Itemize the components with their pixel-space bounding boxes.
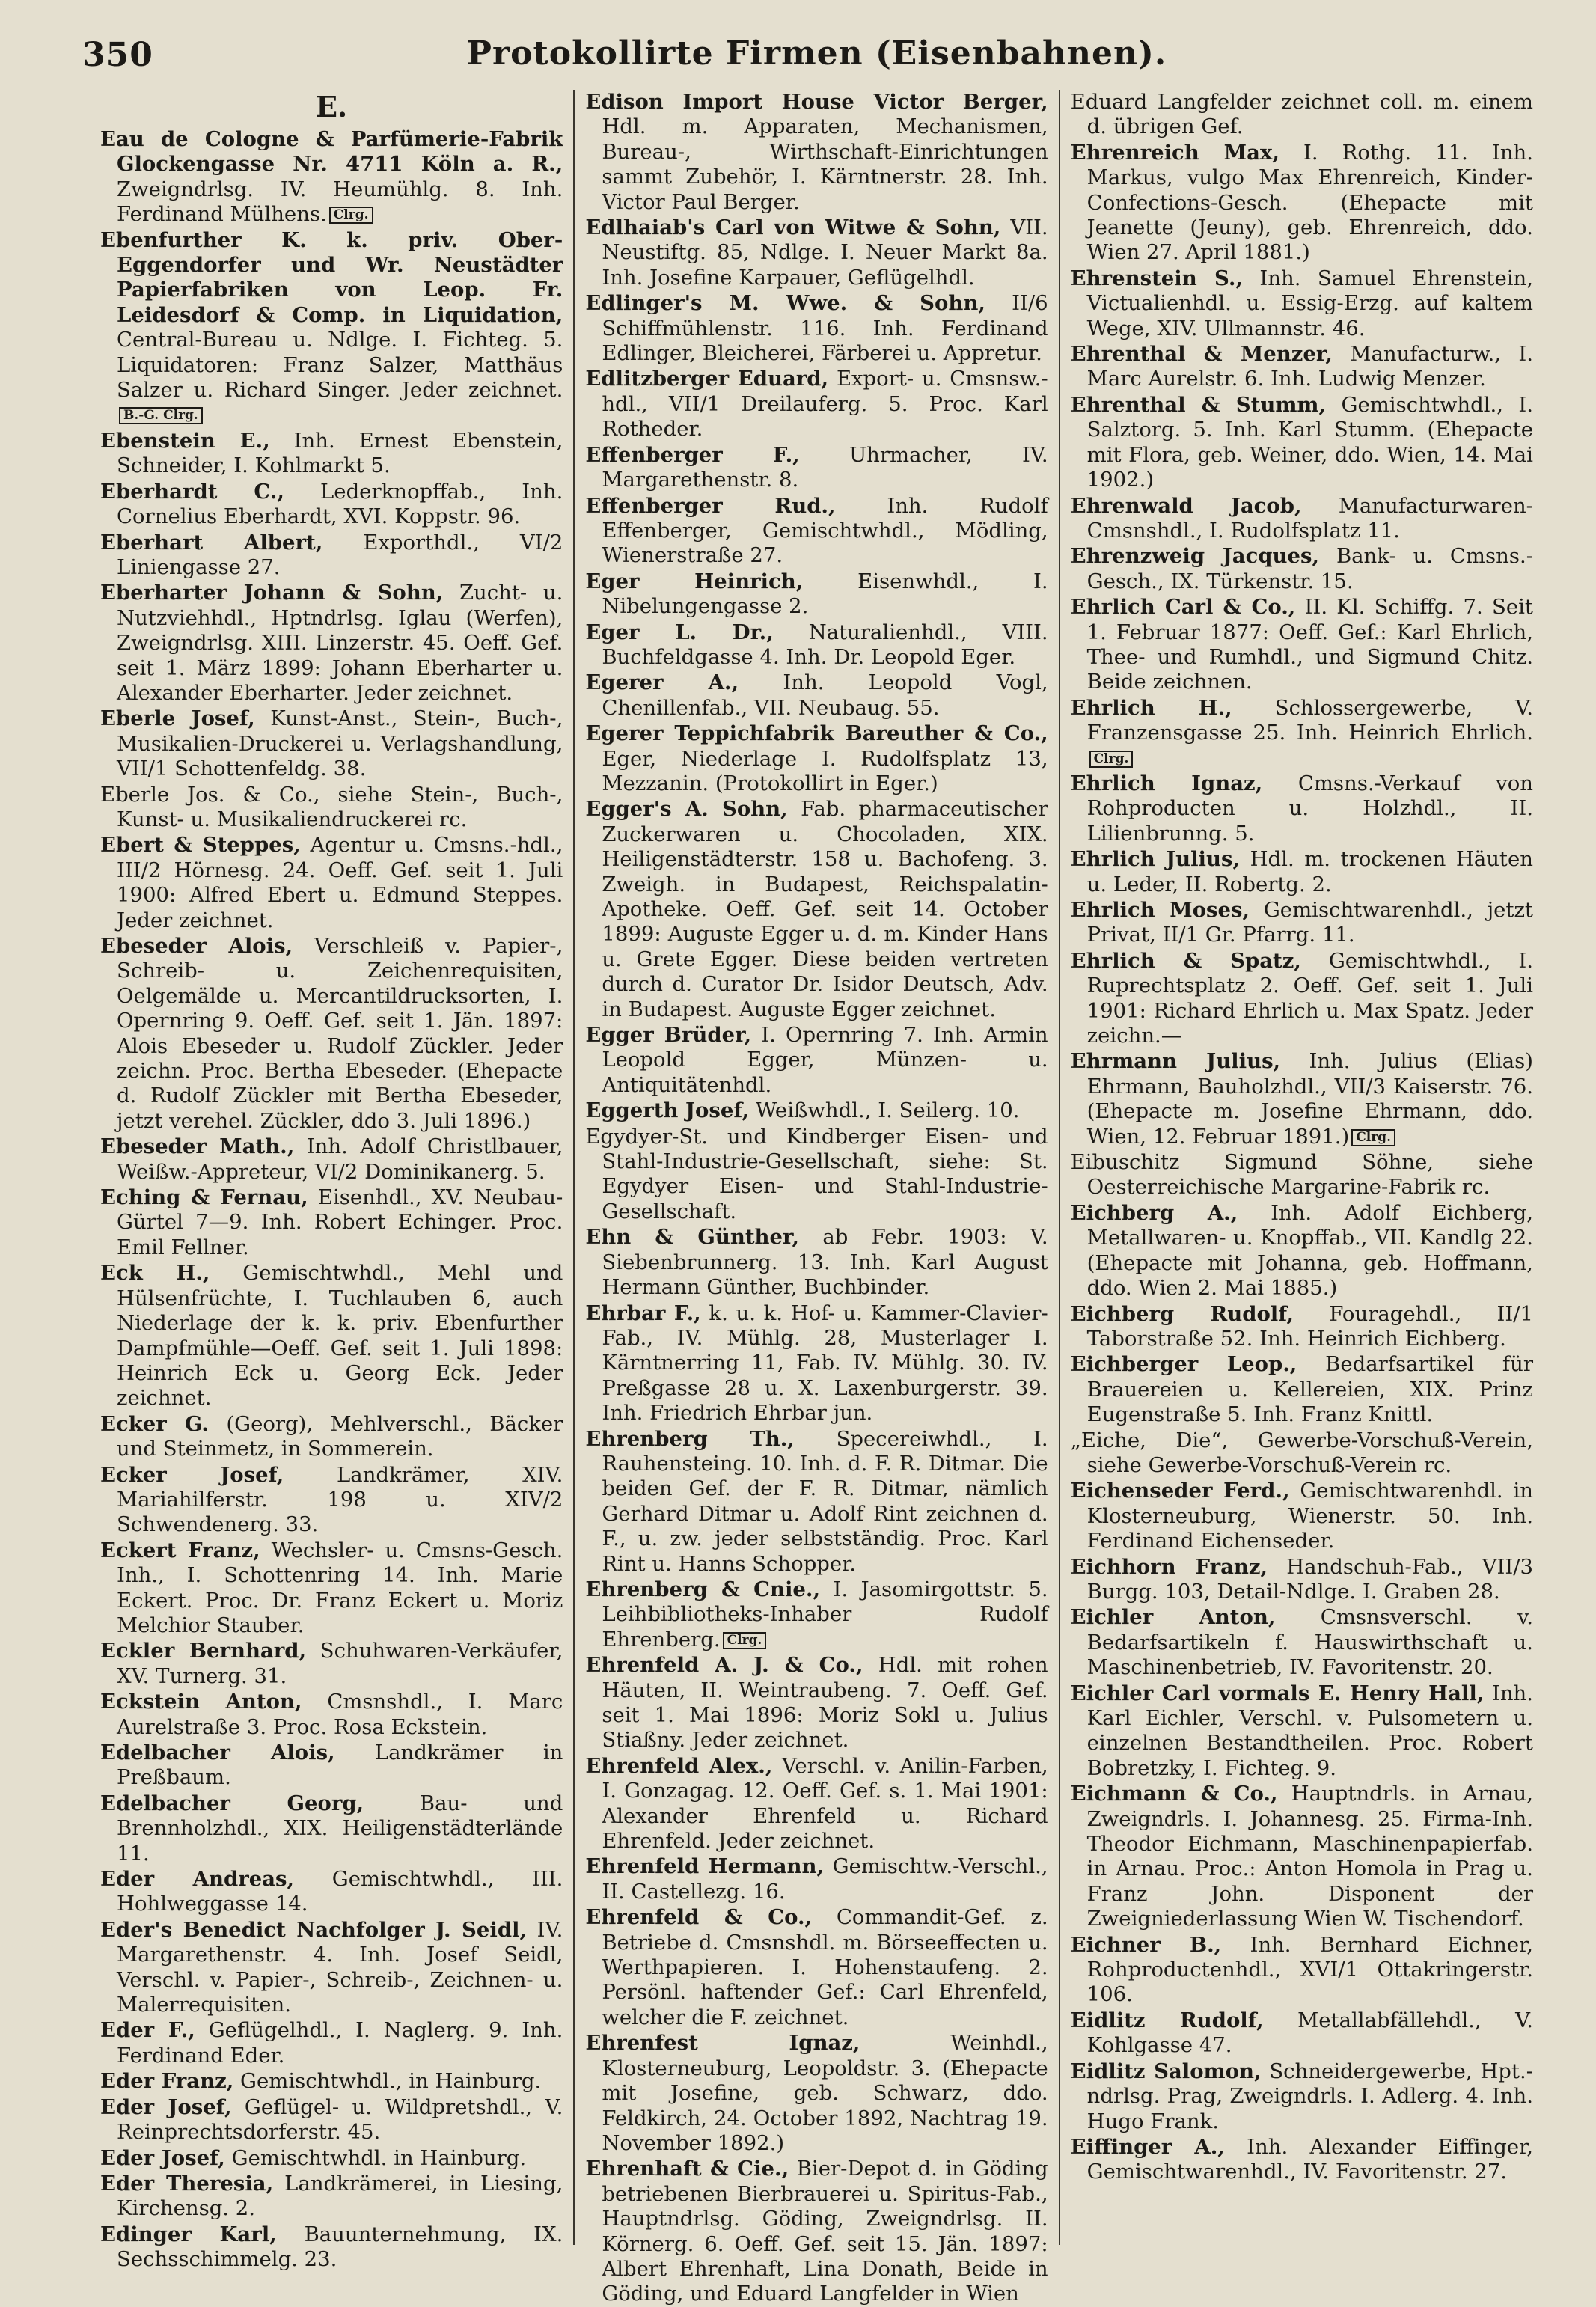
- firm-name: Eichberg Rudolf,: [1070, 1301, 1294, 1326]
- firm-details: Inh. Rudolf Effenberger, Gemischtwhdl., Mödling, Wienerstraße 27.: [602, 493, 1048, 568]
- directory-entry: [585, 1023, 1048, 1098]
- directory-entry: [585, 1653, 1048, 1753]
- firm-name: Eger L. Dr.,: [585, 620, 774, 644]
- firm-details: Naturalienhdl., VIII. Buchfeldgasse 4. Inh. Dr. Leopold Eger.: [602, 620, 1048, 669]
- firm-name: Ebeseder Math.,: [100, 1134, 295, 1159]
- firm-name: Egerer A.,: [585, 670, 739, 695]
- firm-details: Schuhwaren-Verkäufer, XV. Turnerg. 31.: [117, 1639, 563, 1688]
- directory-entry: [100, 1918, 563, 2018]
- directory-entry: [1071, 847, 1533, 897]
- firm-details: Wechsler- u. Cmsns-Gesch. Inh., I. Schottenring 14. Inh. Marie Eckert. Proc. Dr. Franz Eckert u. Moriz Melchior Stauber.: [117, 1538, 563, 1637]
- directory-entry: [1071, 949, 1533, 1049]
- directory-entry: [1071, 1479, 1533, 1553]
- firm-details: Inh. Ernest Ebenstein, Schneider, I. Kohlmarkt 5.: [117, 428, 563, 478]
- firm-name: Egger's A. Sohn,: [585, 797, 788, 822]
- directory-entry: [1071, 266, 1533, 341]
- firm-name: Effenberger Rud.,: [585, 493, 836, 518]
- directory-entry: [1071, 1150, 1533, 1200]
- firm-name: Edelbacher Georg,: [100, 1791, 364, 1815]
- firm-details: Schlossergewerbe, V. Franzensgasse 25. Inh. Heinrich Ehrlich.: [1086, 695, 1533, 745]
- directory-entry: [100, 228, 563, 428]
- firm-details: Weißwhdl., I. Seilerg. 10.: [755, 1099, 1020, 1123]
- directory-entry: [585, 90, 1048, 215]
- directory-entry: [100, 934, 563, 1134]
- firm-name: Eckler Bernhard,: [100, 1639, 307, 1663]
- clearing-badge: Clrg.: [329, 207, 373, 224]
- directory-entry: [1071, 1302, 1533, 1352]
- firm-details: Exporthdl., VI/2 Liniengasse 27.: [117, 530, 563, 579]
- firm-details: Inh. Adolf Eichberg, Metallwaren- u. Knopffab., VII. Kandlg 22. (Ehepacte mit Johanna, geb. Hoffmann, ddo. Wien 2. Mai 1885.): [1086, 1200, 1533, 1301]
- directory-entry: [100, 1867, 563, 1917]
- firm-name: Eder Josef,: [100, 2145, 225, 2170]
- firm-details: IV. Margarethenstr. 4. Inh. Josef Seidl, Verschl. v. Papier-, Schreib-, Zeichnen- u. Malerrequisiten.: [117, 1917, 563, 2017]
- directory-entry: [100, 2095, 563, 2145]
- firm-details: Gemischtwhdl., in Hainburg.: [240, 2069, 542, 2094]
- firm-details: Bedarfsartikel für Brauereien u. Kellereien, XIX. Prinz Eugenstraße 5. Inh. Franz Knittl.: [1086, 1352, 1533, 1427]
- firm-details: Lederknopffab., Inh. Cornelius Eberhardt, XVI. Koppstr. 96.: [117, 479, 563, 529]
- directory-entry: [585, 1225, 1048, 1300]
- firm-details: Fouragehdl., II/1 Taborstraße 52. Inh. Heinrich Eichberg.: [1086, 1301, 1533, 1351]
- firm-details: Inh. Adolf Christlbauer, Weißw.-Appreteur, VI/2 Dominikanerg. 5.: [117, 1134, 563, 1184]
- firm-details: Gemischtw.-Verschl., II. Castellezg. 16.: [602, 1854, 1048, 1904]
- directory-entry: [1071, 494, 1533, 544]
- clearing-badge: B.-G. Clrg.: [119, 407, 203, 424]
- directory-entry: [585, 1577, 1048, 1652]
- directory-entry: [1071, 595, 1533, 695]
- directory-entry: [100, 1463, 563, 1538]
- firm-details: Gemischtwhdl., III. Hohlweggasse 14.: [117, 1867, 563, 1916]
- firm-name: Edlinger's M. Wwe. & Sohn,: [585, 291, 985, 316]
- firm-details: Bier-Depot d. in Göding betriebenen Bierbrauerei u. Spiritus-Fab., Hauptndrlsg. Göding, Zweigndrlsg. II. Körnerg. 6. Oeff. Gef. seit 15. Jän. 1897: Albert Ehrenhaft, Lina Donath, Beide in Göding, und Eduard Langfelder in Wien: [602, 2157, 1048, 2306]
- firm-name: Ecker G.: [100, 1411, 210, 1436]
- firm-details: Inh. Bernhard Eichner, Rohproductenhdl., XVI/1 Ottakringerstr. 106.: [1086, 1932, 1533, 2007]
- firm-details: Cmsnshdl., I. Marc Aurelstraße 3. Proc. Rosa Eckstein.: [117, 1690, 563, 1739]
- firm-details: Inh. Leopold Vogl, Chenillenfab., VII. Neubaug. 55.: [602, 670, 1048, 720]
- firm-name: Ebert & Steppes,: [100, 833, 301, 858]
- directory-entry: [100, 531, 563, 581]
- firm-details: Zucht- u. Nutzviehhdl., Hptndrlsg. Iglau (Werfen), Zweigndrlsg. XIII. Linzerstr. 45. Oeff. Gef. seit 1. März 1899: Johann Eberharter u. Alexander Eberharter. Jeder zeichnet.: [117, 581, 563, 705]
- firm-details: Geflügel- u. Wildpretshdl., V. Reinprechtsdorferstr. 45.: [117, 2094, 563, 2145]
- firm-name: Ebeseder Alois,: [100, 934, 293, 958]
- directory-entry: [100, 2018, 563, 2068]
- firm-details: Manufacturw., I. Marc Aurelstr. 6. Inh. Ludwig Menzer.: [1086, 342, 1533, 391]
- firm-details: Cmsns.-Verkauf von Rohproducten u. Holzhdl., II. Lilienbrunng. 5.: [1086, 771, 1533, 846]
- directory-entry: [1071, 393, 1533, 493]
- firm-name: Ehrlich Ignaz,: [1070, 771, 1263, 795]
- firm-name: Egger Brüder,: [585, 1023, 752, 1048]
- directory-entry: [100, 1538, 563, 1639]
- firm-details: Export- u. Cmsnsw.-hdl., VII/1 Dreilauferg. 5. Proc. Karl Rotheder.: [602, 367, 1048, 441]
- firm-name: Ehrenzweig Jacques,: [1070, 544, 1320, 569]
- firm-name: Eichberg A.,: [1070, 1200, 1238, 1225]
- firm-details: Commandit-Gef. z. Betriebe d. Cmsnshdl. m. Börseeffecten u. Werthpapieren. I. Hohenstaufeng. 2. Persönl. haftender Gef.: Carl Ehrenfeld, welcher die F. zeichnet.: [602, 1905, 1048, 2029]
- firm-name: Eberle Josef,: [100, 706, 255, 731]
- directory-entry: [100, 1261, 563, 1411]
- firm-name: Ehrenfeld & Co.,: [585, 1905, 813, 1930]
- firm-details: Fab. pharmaceutischer Zuckerwaren u. Chocoladen, XIX. Heiligenstädterstr. 158 u. Bachofeng. 3. Zweigh. in Budapest, Reichspalatin-Apotheke. Oeff. Gef. seit 14. October 1899: Auguste Egger u. d. m. Kinder Hans u. Grete Egger. Diese beiden vertreten durch d. Curator Dr. Isidor Deutsch, Adv. in Budapest. Auguste Egger zeichnet.: [602, 797, 1048, 1021]
- firm-details: Uhrmacher, IV. Margarethenstr. 8.: [602, 442, 1048, 492]
- directory-entry: [585, 1125, 1048, 1225]
- firm-name: Ehrlich Julius,: [1070, 847, 1241, 872]
- firm-name: Edlhaiab's Carl von Witwe & Sohn,: [585, 216, 1001, 240]
- directory-entry: [100, 2222, 563, 2273]
- directory-entry: [100, 480, 563, 530]
- directory-entry: [1071, 141, 1533, 266]
- firm-details: Metallabfällehdl., V. Kohlgasse 47.: [1086, 2008, 1533, 2058]
- firm-details: Inh. Julius (Elias) Ehrmann, Bauholzhdl., VII/3 Kaiserstr. 76. (Ehepacte m. Josefine Ehrmann, ddo. Wien, 12. Februar 1891.): [1086, 1049, 1533, 1149]
- directory-entry: [585, 670, 1048, 721]
- firm-name: Ehrenfeld A. J. & Co.,: [585, 1653, 863, 1678]
- directory-entry: [585, 620, 1048, 670]
- firm-details: Gemischtwhdl. in Hainburg.: [231, 2145, 527, 2170]
- firm-name: Ehrenberg Th.,: [585, 1426, 795, 1451]
- firm-name: Eichler Carl vormals E. Henry Hall,: [1070, 1681, 1485, 1705]
- directory-entry: [585, 2031, 1048, 2156]
- firm-name: Eberharter Johann & Sohn,: [100, 581, 444, 605]
- directory-entry: [585, 2157, 1048, 2306]
- directory-entry: [1071, 1049, 1533, 1149]
- directory-entry: [585, 797, 1048, 1022]
- directory-entry: [1071, 1605, 1533, 1680]
- directory-entry: [585, 494, 1048, 569]
- directory-entry: [585, 1754, 1048, 1854]
- directory-entry: [100, 1690, 563, 1740]
- firm-name: Eichenseder Ferd.,: [1070, 1479, 1290, 1503]
- directory-entry: [1071, 1933, 1533, 2008]
- firm-details: Eisenwhdl., I. Nibelungengasse 2.: [602, 569, 1048, 619]
- firm-name: Eder's Benedict Nachfolger J. Seidl,: [100, 1917, 528, 1942]
- firm-name: Ehrenreich Max,: [1070, 140, 1279, 165]
- firm-details: Inh. Alexander Eiffinger, Gemischtwarenhdl., IV. Favoritenstr. 27.: [1086, 2134, 1533, 2184]
- firm-name: Eck H.,: [100, 1261, 210, 1286]
- directory-entry: [1071, 1555, 1533, 1605]
- directory-entry: [100, 2146, 563, 2171]
- column-middle: [573, 90, 1058, 2306]
- directory-entry: [100, 706, 563, 781]
- firm-name: Eberhardt C.,: [100, 479, 284, 504]
- directory-entry: [585, 443, 1048, 493]
- directory-entry: [1071, 342, 1533, 392]
- firm-name: Ehrenthal & Stumm,: [1070, 392, 1327, 417]
- directory-entry: [100, 1134, 563, 1185]
- firm-name: Ehrenstein S.,: [1070, 266, 1243, 290]
- firm-details: Gemischtwhdl., Mehl und Hülsenfrüchte, I. Tuchlauben 6, auch Niederlage der k. k. priv. Ebenfurther Dampfmühle—Oeff. Gef. seit 1. Juli 1898: Heinrich Eck u. Georg Eck. Jeder zeichnet.: [117, 1261, 563, 1411]
- directory-entry: [1071, 90, 1533, 140]
- directory-entry: [1071, 771, 1533, 846]
- directory-entry: [100, 429, 563, 479]
- directory-entry: [585, 1427, 1048, 1577]
- directory-entry: [100, 581, 563, 706]
- column-right: [1059, 90, 1544, 2245]
- firm-details: II. Kl. Schiffg. 7. Seit 1. Februar 1877: Oeff. Gef.: Karl Ehrlich, Thee- und Rumhdl., und Sigmund Chitz. Beide zeichnen.: [1086, 595, 1533, 694]
- firm-details: II/6 Schiffmühlenstr. 116. Inh. Ferdinand Edlinger, Bleicherei, Färberei u. Appretur.: [602, 291, 1048, 366]
- firm-name: Edison Import House Victor Berger,: [585, 90, 1048, 114]
- firm-details: Agentur u. Cmsns.-hdl., III/2 Hörnesg. 24. Oeff. Gef. seit 1. Juli 1900: Alfred Ebert u. Edmund Steppes. Jeder zeichnet.: [117, 833, 563, 932]
- firm-details: Eberle Jos. & Co., siehe Stein-, Buch-, Kunst- u. Musikaliendruckerei rc.: [100, 782, 563, 831]
- firm-name: Egerer Teppichfabrik Bareuther & Co.,: [585, 721, 1048, 746]
- firm-name: Ehrenfeld Alex.,: [585, 1753, 773, 1778]
- directory-entry: [1071, 1352, 1533, 1427]
- directory-entry: [1071, 2008, 1533, 2059]
- firm-details: Eisenhdl., XV. Neubau-Gürtel 7—9. Inh. Robert Echinger. Proc. Emil Fellner.: [117, 1185, 563, 1259]
- section-letter: E.: [316, 90, 348, 123]
- directory-entry: [100, 783, 563, 833]
- firm-name: Eder F.,: [100, 2018, 195, 2043]
- firm-details: Landkrämer in Preßbaum.: [117, 1741, 563, 1790]
- firm-details: Inh. Karl Eichler, Verschl. v. Pulsometern u. einzelnen Bestandtheilen. Proc. Robert Bobretzky, I. Fichteg. 9.: [1086, 1681, 1533, 1780]
- firm-name: Ehrmann Julius,: [1070, 1049, 1281, 1074]
- firm-details: Verschleiß v. Papier-, Schreib- u. Zeichenrequisiten, Oelgemälde u. Mercantildrucksorten, I. Opernring 9. Oeff. Gef. seit 1. Jän. 1897: Alois Ebeseder u. Rudolf Zückler. Jeder zeichn. Proc. Bertha Ebeseder. (Ehepacte d. Rudolf Zückler mit Bertha Ebeseder, jetzt verehel. Zückler, ddo 3. Juli 1896.): [117, 934, 563, 1133]
- firm-details: Schneidergewerbe, Hpt.-ndrlsg. Prag, Zweigndrls. I. Adlerg. 4. Inh. Hugo Frank.: [1086, 2059, 1533, 2133]
- firm-details: Kunst-Anst., Stein-, Buch-, Musikalien-Druckerei u. Verlagshandlung, VII/1 Schottenfeldg. 38.: [117, 706, 563, 781]
- firm-details: Egydyer-St. und Kindberger Eisen- und Stahl-Industrie-Gesellschaft, siehe: St. Egydyer Eisen- und Stahl-Industrie-Gesellschaft.: [585, 1124, 1048, 1223]
- firm-details: Specereiwhdl., I. Rauhensteing. 10. Inh. d. F. R. Ditmar. Die beiden Gef. der F. R. Ditmar, nämlich Gerhard Ditmar u. Adolf Rint zeichnen d. F., u. zw. jeder selbstständig. Proc. Karl Rint u. Hanns Schopper.: [602, 1426, 1048, 1576]
- firm-name: Eidlitz Salomon,: [1070, 2059, 1262, 2083]
- firm-name: Eichberger Leop.,: [1070, 1352, 1297, 1377]
- directory-entry: [585, 1854, 1048, 1904]
- firm-name: Edelbacher Alois,: [100, 1741, 335, 1764]
- clearing-badge: Clrg.: [1089, 751, 1134, 768]
- directory-entry: [1071, 544, 1533, 594]
- firm-details: Hdl. mit rohen Häuten, II. Weintraubeng. 7. Oeff. Gef. seit 1. Mai 1896: Moriz Sokl u. Julius Stiaßny. Jeder zeichnet.: [602, 1653, 1048, 1753]
- firm-details: Gemischtwarenhdl., jetzt Privat, II/1 Gr. Pfarrg. 11.: [1086, 898, 1533, 947]
- directory-entry: [585, 216, 1048, 290]
- firm-name: Ehrlich Moses,: [1070, 898, 1250, 922]
- firm-name: Ehrenfest Ignaz,: [585, 2031, 860, 2056]
- firm-details: Hdl. m. trockenen Häuten u. Leder, II. Robertg. 2.: [1086, 847, 1533, 896]
- firm-details: Verschl. v. Anilin-Farben, I. Gonzagag. 12. Oeff. Gef. s. 1. Mai 1901: Alexander Ehrenfeld u. Richard Ehrenfeld. Jeder zeichnet.: [602, 1753, 1048, 1854]
- firm-name: Eggerth Josef,: [585, 1099, 750, 1123]
- firm-name: Eder Theresia,: [100, 2171, 274, 2196]
- firm-details: VII. Neustiftg. 85, Ndlge. I. Neuer Markt 8a. Inh. Josefine Karpauer, Geflügelhdl.: [602, 216, 1048, 290]
- firm-details: ab Febr. 1903: V. Siebenbrunnerg. 13. Inh. Karl August Hermann Günther, Buchbinder.: [602, 1225, 1048, 1300]
- firm-details: Cmsnsverschl. v. Bedarfsartikeln f. Hauswirthschaft u. Maschinenbetrieb, IV. Favoritenstr. 20.: [1086, 1605, 1533, 1680]
- firm-details: Hauptndrls. in Arnau, Zweigndrls. I. Johannesg. 25. Firma-Inh. Theodor Eichmann, Maschinenpapierfab. in Arnau. Proc.: Anton Homola in Prag u. Franz John. Disponent der Zweigniederlassung Wien W. Tischendorf.: [1086, 1782, 1533, 1931]
- firm-name: Eau de Cologne & Parfümerie-Fabrik Glockengasse Nr. 4711 Köln a. R.,: [100, 127, 563, 177]
- firm-name: Ebenstein E.,: [100, 428, 270, 453]
- firm-details: Bank- u. Cmsns.-Gesch., IX. Türkenstr. 15.: [1086, 544, 1533, 593]
- directory-entry: [1071, 1681, 1533, 1782]
- firm-details: Eibuschitz Sigmund Söhne, siehe Oesterreichische Margarine-Fabrik rc.: [1070, 1150, 1533, 1200]
- directory-entry: [100, 833, 563, 933]
- firm-details: Gemischtwhdl., I. Ruprechtsplatz 2. Oeff. Gef. seit 1. Juli 1901: Richard Ehrlich u. Max Spatz. Jeder zeichn.—: [1086, 948, 1533, 1048]
- clearing-badge: Clrg.: [1351, 1129, 1395, 1146]
- firm-name: Eching & Fernau,: [100, 1185, 308, 1210]
- firm-details: k. u. k. Hof- u. Kammer-Clavier-Fab., IV. Mühlg. 28, Musterlager I. Kärntnerring 11, Fab. IV. Mühlg. 30. IV. Preßgasse 28 u. X. Laxenburgerstr. 39. Inh. Friedrich Ehrbar jun.: [602, 1301, 1048, 1426]
- firm-name: Eger Heinrich,: [585, 569, 804, 593]
- firm-details: Landkrämer, XIV. Mariahilferstr. 198 u. XIV/2 Schwendenerg. 33.: [117, 1462, 563, 1537]
- directory-entry: [100, 1185, 563, 1260]
- firm-details: „Eiche, Die“, Gewerbe-Vorschuß-Verein, siehe Gewerbe-Vorschuß-Verein rc.: [1070, 1428, 1533, 1477]
- firm-details: Geflügelhdl., I. Naglerg. 9. Inh. Ferdinand Eder.: [117, 2018, 563, 2068]
- firm-name: Ebenfurther K. k. priv. Ober-Eggendorfer und Wr. Neustädter Papierfabriken von Leop. Fr. Leidesdorf & Comp. in Liquidation,: [100, 227, 563, 327]
- firm-details: Eduard Langfelder zeichnet coll. m. einem d. übrigen Gef.: [1070, 90, 1533, 139]
- firm-name: Eichner B.,: [1070, 1932, 1222, 1957]
- page-title: Protokollirte Firmen (Eisenbahnen).: [466, 34, 1167, 73]
- firm-details: Landkrämerei, in Liesing, Kirchensg. 2.: [117, 2171, 563, 2221]
- firm-name: Eiffinger A.,: [1070, 2134, 1225, 2159]
- directory-entry: [585, 721, 1048, 796]
- firm-name: Ehrenberg & Cnie.,: [585, 1577, 821, 1601]
- firm-name: Edinger Karl,: [100, 2222, 277, 2246]
- clearing-badge: Clrg.: [723, 1632, 767, 1649]
- firm-name: Eidlitz Rudolf,: [1070, 2008, 1264, 2032]
- page-number: 350: [82, 36, 153, 74]
- firm-details: Gemischtwhdl., I. Salztorg. 5. Inh. Karl Stumm. (Ehepacte mit Flora, geb. Weiner, ddo. Wien, 14. Mai 1902.): [1086, 392, 1533, 492]
- directory-entry: [1071, 1782, 1533, 1931]
- firm-details: Manufacturwaren-Cmsnshdl., I. Rudolfsplatz 11.: [1086, 493, 1533, 543]
- firm-name: Ehrbar F.,: [585, 1301, 701, 1325]
- firm-details: I. Jasomirgottstr. 5. Leihbibliotheks-Inhaber Rudolf Ehrenberg.: [602, 1577, 1048, 1651]
- firm-name: Eder Andreas,: [100, 1867, 295, 1892]
- directory-entry: [1071, 1201, 1533, 1301]
- directory-entry: [585, 1301, 1048, 1426]
- firm-name: Eder Josef,: [100, 2094, 232, 2119]
- firm-name: Eichhorn Franz,: [1070, 1554, 1268, 1579]
- directory-entry: [100, 1791, 563, 1866]
- firm-details: Gemischtwarenhdl. in Klosterneuburg, Wienerstr. 50. Inh. Ferdinand Eichenseder.: [1086, 1479, 1533, 1553]
- directory-entry: [585, 1905, 1048, 2030]
- directory-entry: [100, 1741, 563, 1791]
- directory-entry: [585, 1099, 1048, 1123]
- firm-name: Eichler Anton,: [1070, 1605, 1276, 1630]
- firm-name: Eberhart Albert,: [100, 530, 323, 554]
- directory-entry: [100, 2172, 563, 2222]
- column-left: [90, 90, 573, 2272]
- directory-entry: [585, 291, 1048, 366]
- directory-entry: [100, 127, 563, 227]
- directory-entry: [100, 2069, 563, 2094]
- firm-details: Eger, Niederlage I. Rudolfsplatz 13, Mezzanin. (Protokollirt in Eger.): [602, 746, 1048, 795]
- firm-name: Ehrenfeld Hermann,: [585, 1854, 825, 1879]
- firm-name: Ehn & Günther,: [585, 1225, 800, 1250]
- firm-name: Ehrlich Carl & Co.,: [1070, 595, 1296, 620]
- directory-entry: [1071, 1428, 1533, 1479]
- firm-details: (Georg), Mehlverschl., Bäcker und Steinmetz, in Sommerein.: [117, 1411, 563, 1461]
- text-columns: [90, 90, 1544, 2306]
- firm-details: Hdl. m. Apparaten, Mechanismen, Bureau-, Wirthschaft-Einrichtungen sammt Zubehör, I. Kärntnerstr. 28. Inh. Victor Paul Berger.: [602, 114, 1048, 214]
- firm-details: Bauunternehmung, IX. Sechsschimmelg. 23.: [117, 2222, 563, 2272]
- firm-details: I. Rothg. 11. Inh. Markus, vulgo Max Ehrenreich, Kinder-Confections-Gesch. (Ehepacte mit Jeanette (Jeuny), geb. Ehrenreich, ddo. Wien 27. April 1881.): [1086, 140, 1533, 265]
- directory-entry: [1071, 696, 1533, 771]
- firm-name: Ehrenthal & Menzer,: [1070, 342, 1333, 367]
- firm-name: Ehrlich H.,: [1070, 695, 1232, 720]
- directory-entry: [1071, 2135, 1533, 2185]
- firm-name: Ehrenwald Jacob,: [1070, 493, 1302, 518]
- firm-name: Edlitzberger Eduard,: [585, 367, 829, 391]
- firm-name: Effenberger F.,: [585, 442, 800, 467]
- firm-name: Eichmann & Co.,: [1070, 1782, 1278, 1806]
- firm-details: Central-Bureau u. Ndlge. I. Fichteg. 5. Liquidatoren: Franz Salzer, Matthäus Salzer u. Richard Singer. Jeder zeichnet.: [117, 328, 563, 403]
- firm-name: Ecker Josef,: [100, 1462, 284, 1487]
- firm-name: Ehrenhaft & Cie.,: [585, 2157, 789, 2181]
- page-header: [82, 30, 1544, 82]
- firm-name: Eckstein Anton,: [100, 1690, 302, 1714]
- firm-name: Eckert Franz,: [100, 1538, 260, 1562]
- firm-details: Zweigndrlsg. IV. Heumühlg. 8. Inh. Ferdinand Mülhens.: [117, 177, 563, 227]
- firm-details: Bau- und Brennholzhdl., XIX. Heiligenstädterlände 11.: [117, 1791, 563, 1866]
- firm-name: Ehrlich & Spatz,: [1070, 948, 1301, 973]
- directory-entry: [1071, 898, 1533, 948]
- directory-entry: [585, 569, 1048, 620]
- firm-details: Weinhdl., Klosterneuburg, Leopoldstr. 3. (Ehepacte mit Josefine, geb. Schwarz, ddo. Feldkirch, 24. October 1892, Nachtrag 19. November 1892.): [602, 2031, 1048, 2155]
- firm-details: Handschuh-Fab., VII/3 Burgg. 103, Detail-Ndlge. I. Graben 28.: [1086, 1554, 1533, 1604]
- firm-details: I. Opernring 7. Inh. Armin Leopold Egger, Münzen- u. Antiquitätenhdl.: [602, 1023, 1048, 1097]
- directory-entry: [585, 367, 1048, 441]
- directory-entry: [1071, 2059, 1533, 2134]
- directory-entry: [100, 1412, 563, 1462]
- directory-entry: [100, 1639, 563, 1689]
- firm-name: Eder Franz,: [100, 2069, 234, 2094]
- firm-details: Inh. Samuel Ehrenstein, Victualienhdl. u. Essig-Erzg. auf kaltem Wege, XIV. Ullmannstr. 46.: [1086, 266, 1533, 340]
